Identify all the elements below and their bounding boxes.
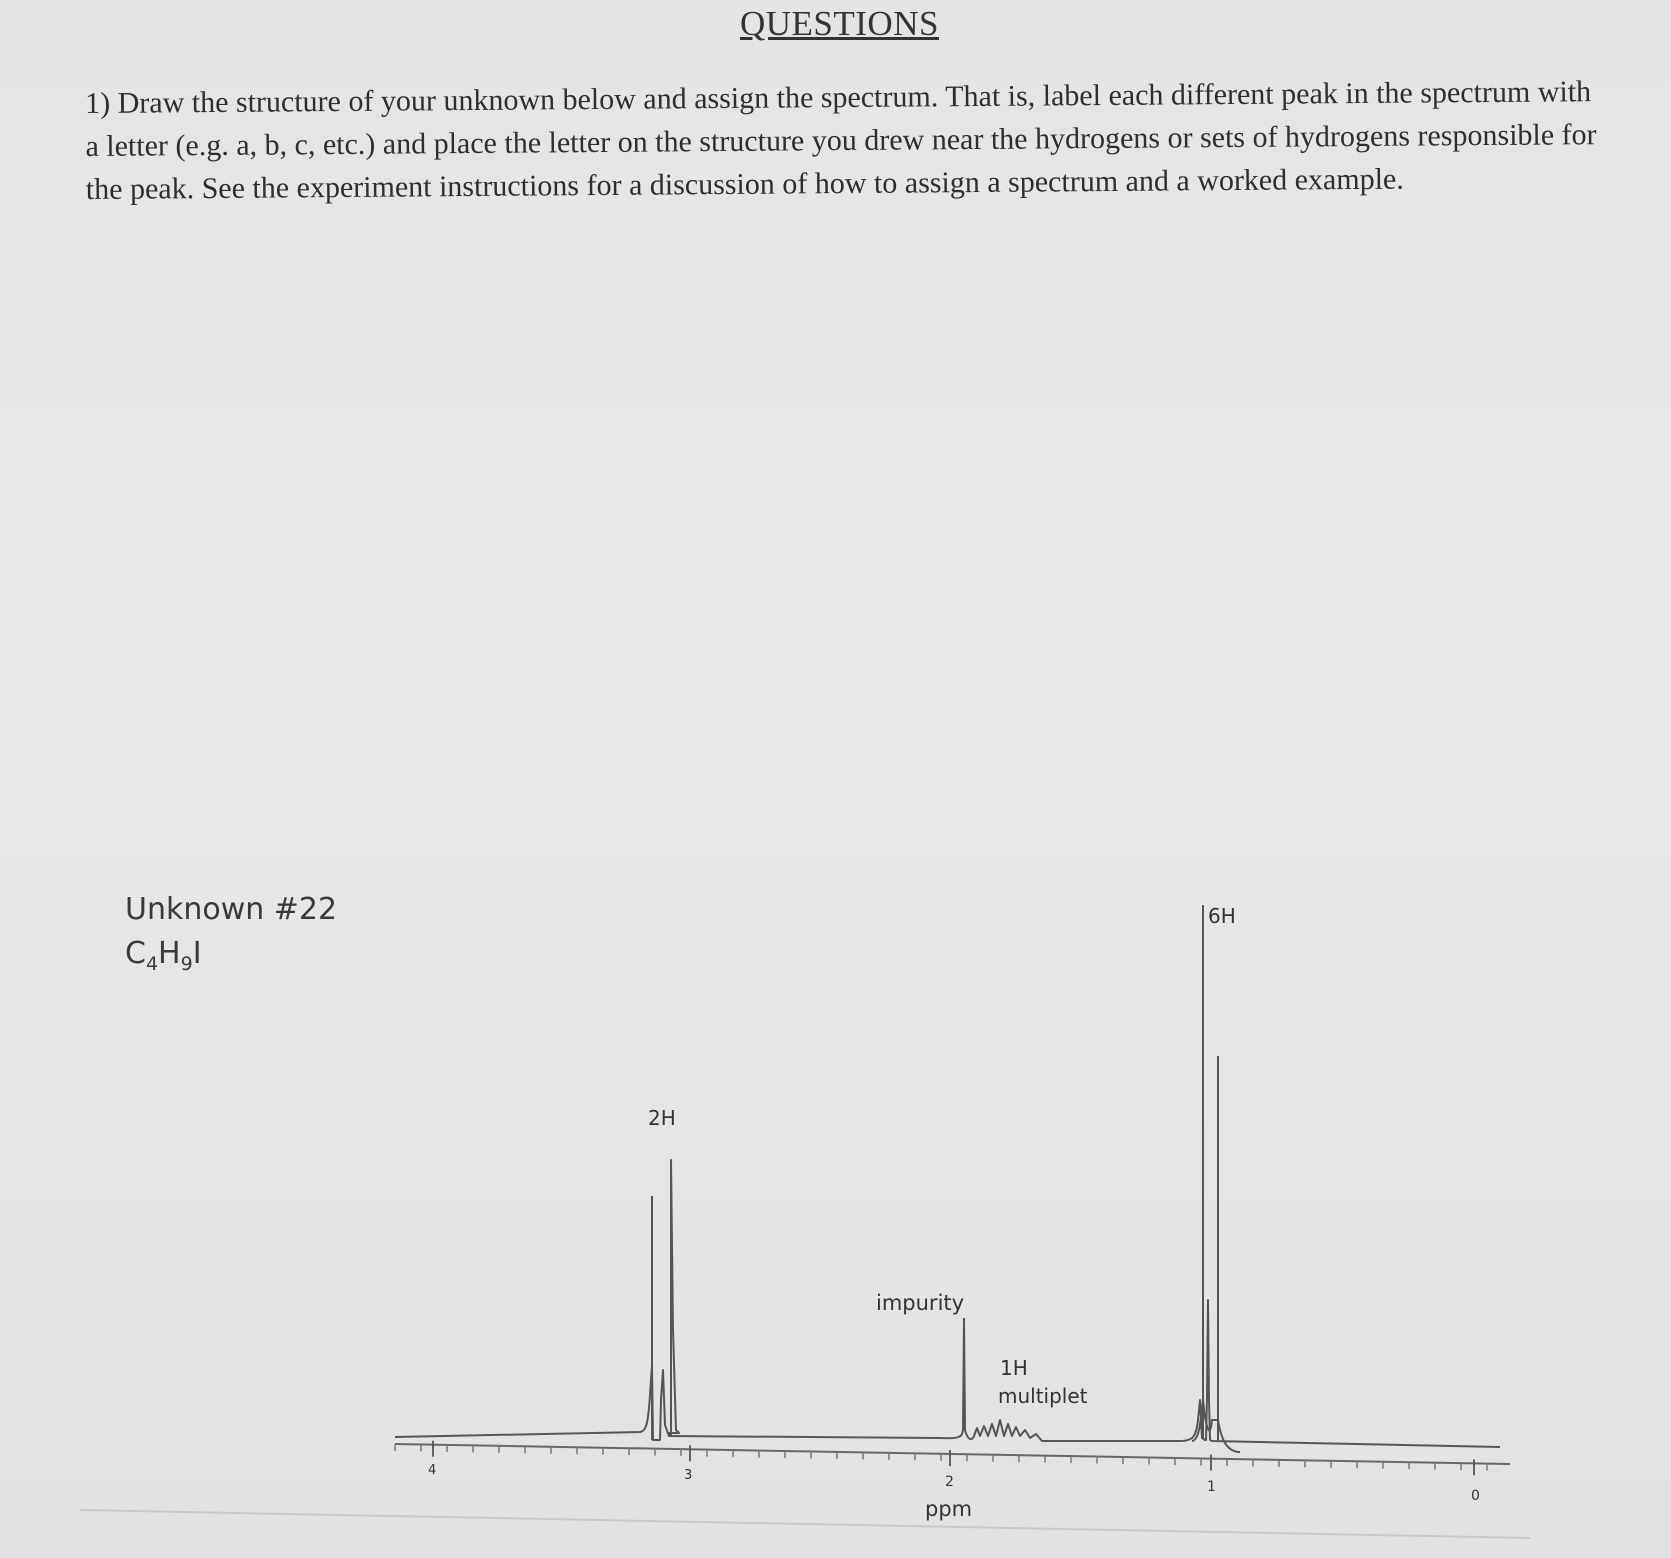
page-heading: QUESTIONS bbox=[740, 4, 939, 43]
tick-label-3: 3 bbox=[684, 1468, 693, 1483]
peak-label-1h: 1H bbox=[1000, 1356, 1028, 1380]
formula-c: C bbox=[125, 936, 146, 971]
tick-label-0: 0 bbox=[1471, 1488, 1480, 1504]
question-1-text: 1) Draw the structure of your unknown below and assign the spectrum. That is, label each different peak in the spectrum with a letter (e.g. a, b, c, etc.) and place the letter on the structure you drew near the hydrogens or sets of hydrogens responsible for the peak. See the experiment instructions for a discussion of how to assign a spectrum and a worked example. bbox=[85, 75, 1597, 206]
formula-i: I bbox=[192, 936, 202, 971]
formula-c-count: 4 bbox=[145, 953, 159, 975]
major-ticks bbox=[433, 1441, 1474, 1476]
tick-label-1: 1 bbox=[1207, 1479, 1216, 1495]
page-rule bbox=[80, 1510, 1530, 1538]
peak-label-multiplet: multiplet bbox=[998, 1384, 1088, 1408]
peak-label-2h: 2H bbox=[648, 1106, 676, 1130]
unknown-title: Unknown #22 bbox=[125, 892, 338, 927]
formula-h: H bbox=[158, 936, 181, 971]
minor-ticks bbox=[395, 1444, 1487, 1471]
tick-label-2: 2 bbox=[945, 1474, 954, 1490]
tick-label-4: 4 bbox=[428, 1463, 437, 1478]
axis-title-ppm: ppm bbox=[925, 1497, 973, 1521]
formula-h-count: 9 bbox=[180, 953, 193, 975]
peak-label-6h: 6H bbox=[1208, 904, 1236, 928]
x-axis-line bbox=[395, 1444, 1510, 1464]
peak-label-impurity: impurity bbox=[876, 1291, 965, 1315]
